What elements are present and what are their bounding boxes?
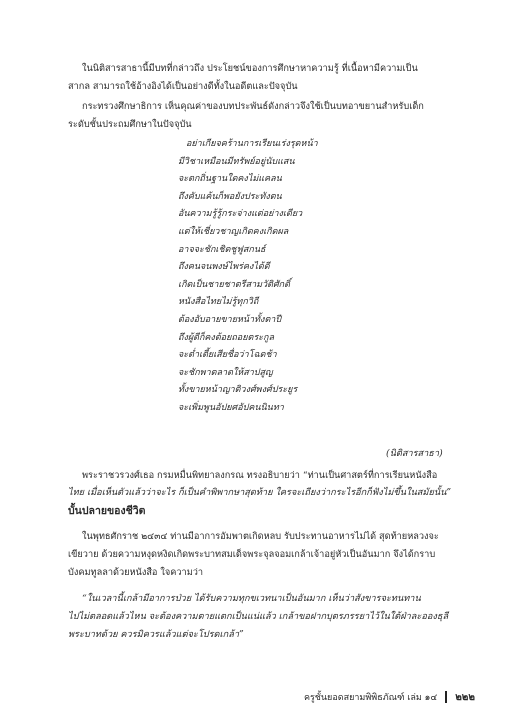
quote-line-1: “ในเวลานี้เกล้ามีอาการป่วย ได้รับความทุกขเวทนาเป็นอันมาก เห็นว่าสังขารจะทนทาน [82, 593, 421, 604]
footer-divider [445, 691, 447, 703]
series-title: ครูชั้นยอดสยามพิพิธภัณฑ์ เล่ม ๑๔ [303, 693, 438, 703]
poem-line: จะเพิ่มพูนอัปยศอัปคนนินทา [178, 402, 284, 413]
page-footer [304, 690, 475, 704]
paragraph-1-line-2: สากล สามารถใช้อ้างอิงได้เป็นอย่างดีทั้งในอดีตและปัจจุบัน [68, 81, 298, 92]
paragraph-4-line-2: เขียวาย ด้วยความหงุดหงิดเกิดพระบาทสมเด็จพระจุลจอมเกล้าเจ้าอยู่หัวเป็นอันมาก จึงได้กราบ [68, 549, 436, 560]
poem-line: มีวิชาเหมือนมีทรัพย์อยู่นับแสน [178, 156, 295, 167]
paragraph-2-line-2: ระดับชั้นประถมศึกษาในปัจจุบัน [68, 119, 192, 130]
paragraph-1-line-1: ในนิติสารสาธานี้มีบทที่กล่าวถึง ประโยชน์ของการศึกษาหาความรู้ ที่เนื้อหามีความเป็น [82, 63, 418, 74]
section-heading: บั้นปลายของชีวิต [68, 505, 146, 517]
poem-line: หนังสือไทยไม่รู้ทุกวิถี [178, 297, 259, 308]
paragraph-3-line-2: ไทย เมื่อเห็นตัวแล้วว่าจะไร ก็เป็นคำพิพากษาสุดท้าย ใครจะเถียงว่ากระไรอีกก็ฟังไม่ขึ้นในสมัยนั้น” [68, 487, 452, 498]
poem-block [178, 136, 318, 418]
poem-line: จะต่ำเตี้ยเสียชื่อว่าโฉดช้า [178, 350, 277, 361]
poem-line: ถึงผู้ดีก็คงต้อยถอยตระกูล [178, 332, 274, 343]
poem-line: ถึงคนจนพงษ์ไพร่คงได้ดี [178, 262, 270, 273]
poem-line: จะตกถิ่นฐานใดคงไม่แคลน [178, 174, 282, 185]
poem-source: (นิติสารสาธา) [386, 448, 443, 459]
poem-line: แต่ให้เชี่ยวชาญเกิดคงเกิดผล [178, 226, 289, 237]
poem-title: อย่าเกียจคร้านการเรียนเร่งรุดหน้า [186, 139, 318, 149]
paragraph-4-line-3: บังคมทูลลาด้วยหนังสือ ใจความว่า [68, 567, 204, 578]
poem-line: อันความรู้รู้กระจ่างแต่อย่างเดียว [178, 209, 303, 220]
quote-line-2: ไปไม่ตลอดแล้วไหน จะต้องความตายแตกเป็นแน่แล้ว เกล้าขอฝากบุตรภรรยาไว้ในใต้ฝ่าละอองธุลี [68, 611, 449, 622]
poem-line: ถึงคับแค้นก็พอยังประทังตน [178, 191, 282, 202]
poem-line: อาจจะชักเชิดชูฟูสกนธ์ [178, 244, 266, 255]
poem-line: เกิดเป็นชายชาตรีสามวัติศักดิ์ [178, 279, 290, 290]
page-number: ๒๒๒ [455, 691, 475, 703]
quote-line-3: พระบาทด้วย ควรมิควรแล้วแต่จะโปรดเกล้า” [68, 629, 244, 640]
poem-line: ทั้งขายหน้าญาติวงศ์พงศ์ประยูร [178, 385, 298, 396]
poem-line: จะชักพาตลาดให้สาปสูญ [178, 367, 273, 378]
poem-line: ต้องอับอายขายหน้าทั้งตาปี [178, 314, 282, 325]
paragraph-3-line-1: พระราชวรวงศ์เธอ กรมหมื่นพิทยาลงกรณ ทรงอธิบายว่า “ท่านเป็นศาสตร์ที่การเรียนหนังสือ [82, 470, 438, 481]
paragraph-4-line-1: ในพุทธศักราช ๒๔๓๔ ท่านมีอาการอัมพาตเกิดหลบ รับประทานอาหารไม่ได้ สุดท้ายหลวงจะ [82, 531, 439, 542]
paragraph-2-line-1: กระทรวงศึกษาธิการ เห็นคุณค่าของบทประพันธ์ดังกล่าวจึงใช้เป็นบทอาขยานสำหรับเด็ก [82, 101, 424, 112]
